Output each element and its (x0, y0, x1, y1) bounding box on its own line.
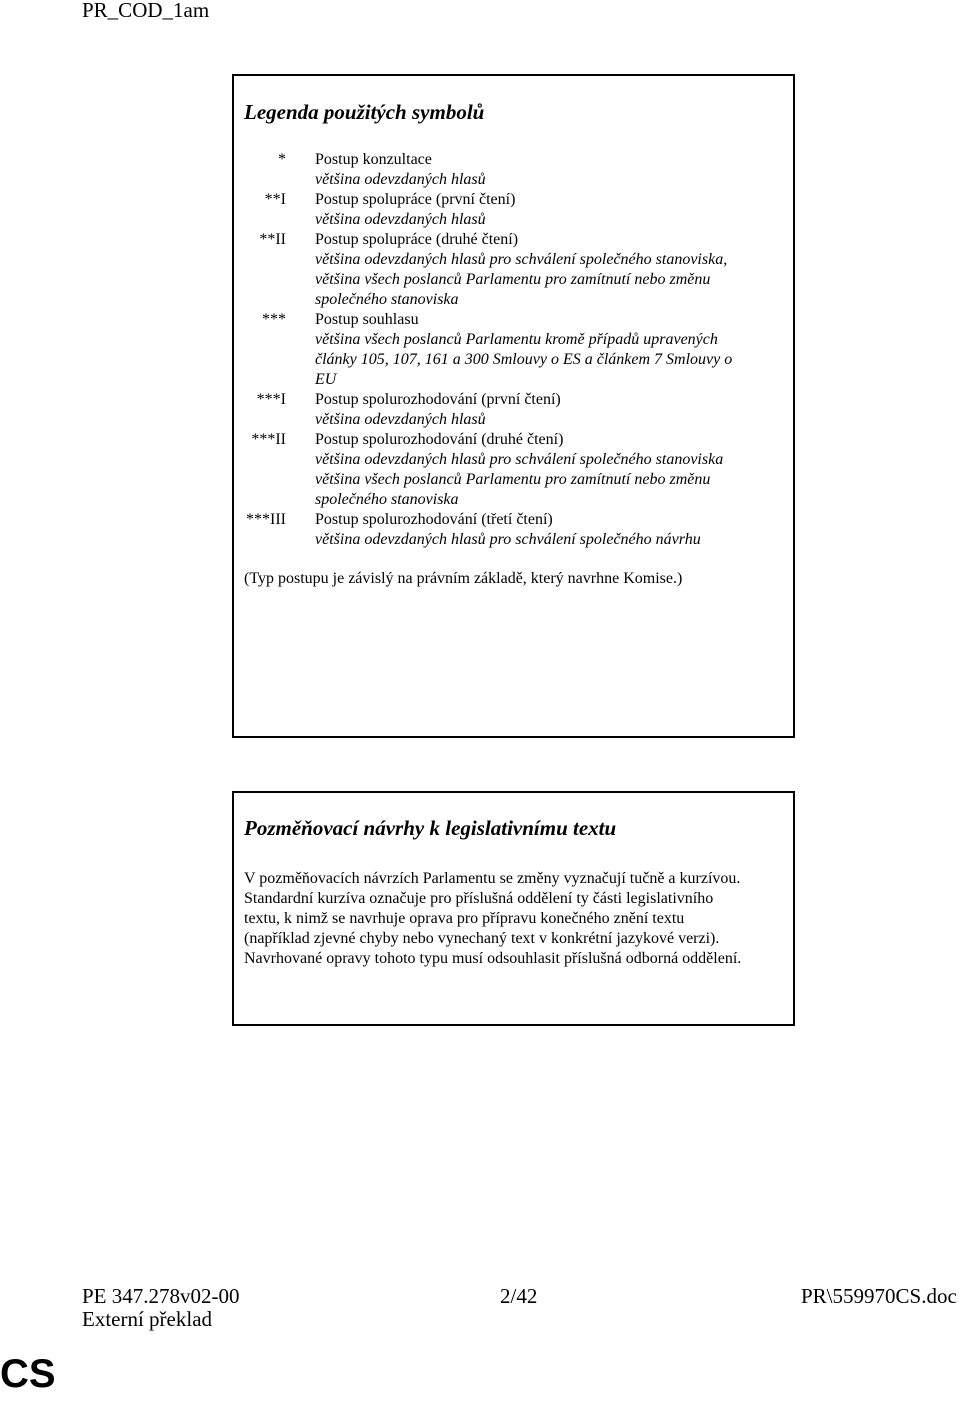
legend-entry-line (234, 370, 793, 390)
legend-entry (234, 390, 793, 430)
amendments-line: Standardní kurzíva označuje pro příslušná oddělení ty části legislativního (244, 890, 714, 907)
procedure-name: Postup spolurozhodování (třetí čtení) (315, 511, 553, 528)
majority-description: články 105, 107, 161 a 300 Smlouvy o ES a článkem 7 Smlouvy o (315, 351, 733, 368)
legend-entry-line (234, 230, 793, 250)
legend-entry-line (234, 510, 793, 530)
legend-list (234, 150, 793, 550)
legend-entry-line (234, 170, 793, 190)
legend-entry-line (234, 290, 793, 310)
legend-entry-line (234, 190, 793, 210)
legend-entry-line (234, 350, 793, 370)
legend-entry-line (234, 210, 793, 230)
majority-description: většina všech poslanců Parlamentu pro zamítnutí nebo změnu (315, 471, 711, 488)
procedure-name: Postup spolurozhodování (první čtení) (315, 391, 561, 408)
procedure-symbol: * (278, 151, 286, 168)
procedure-name: Postup spolupráce (první čtení) (315, 191, 516, 208)
legend-entry (234, 430, 793, 510)
majority-description: většina odevzdaných hlasů (315, 411, 486, 428)
legend-entry-line (234, 330, 793, 350)
legend-entry-line (234, 530, 793, 550)
footer-translation: Externí překlad (82, 1307, 213, 1331)
legend-title: Legenda použitých symbolů (244, 100, 485, 124)
majority-description: většina odevzdaných hlasů (315, 171, 486, 188)
amendments-line: (například zjevné chyby nebo vynechaný text v konkrétní jazykové verzi). (244, 930, 720, 947)
amendments-text (244, 869, 741, 969)
amendments-box (232, 791, 795, 1026)
legend-entry-line (234, 310, 793, 330)
legend-entry-line (234, 490, 793, 510)
amendments-title: Pozměňovací návrhy k legislativnímu textu (244, 816, 617, 840)
procedure-symbol: ***III (246, 511, 286, 528)
procedure-symbol: **II (259, 231, 286, 248)
procedure-name: Postup konzultace (315, 151, 432, 168)
footer-page-number: 2/42 (500, 1284, 538, 1308)
majority-description: většina všech poslanců Parlamentu pro zamítnutí nebo změnu (315, 271, 711, 288)
amendments-line: Navrhované opravy tohoto typu musí odsouhlasit příslušná odborná oddělení. (244, 950, 742, 967)
procedure-symbol: ***I (256, 391, 286, 408)
legend-entry (234, 510, 793, 550)
legend-entry-line (234, 430, 793, 450)
legend-entry-line (234, 270, 793, 290)
majority-description: většina odevzdaných hlasů (315, 211, 486, 228)
amendments-line: V pozměňovacích návrzích Parlamentu se změny vyznačují tučně a kurzívou. (244, 870, 741, 887)
majority-description: EU (315, 371, 337, 388)
amendments-line: textu, k nimž se navrhuje oprava pro přípravu konečného znění textu (244, 910, 685, 927)
legend-entry-line (234, 250, 793, 270)
procedure-name: Postup spolurozhodování (druhé čtení) (315, 431, 564, 448)
legend-entry-line (234, 410, 793, 430)
document-code: PR_COD_1am (82, 0, 210, 22)
procedure-symbol: ***II (251, 431, 286, 448)
language-code: CS (0, 1352, 56, 1396)
procedure-symbol: **I (264, 191, 286, 208)
majority-description: společného stanoviska (315, 291, 459, 308)
legend-entry (234, 150, 793, 190)
legend-note: (Typ postupu je závislý na právním základě, který navrhne Komise.) (244, 570, 683, 587)
legend-box (232, 74, 795, 738)
procedure-name: Postup spolupráce (druhé čtení) (315, 231, 519, 248)
procedure-name: Postup souhlasu (315, 311, 419, 328)
legend-entry-line (234, 390, 793, 410)
majority-description: většina všech poslanců Parlamentu kromě případů upravených (315, 331, 718, 348)
majority-description: společného stanoviska (315, 491, 459, 508)
legend-entry (234, 230, 793, 310)
legend-entry-line (234, 450, 793, 470)
legend-entry-line (234, 150, 793, 170)
majority-description: většina odevzdaných hlasů pro schválení společného stanoviska, (315, 251, 728, 268)
procedure-symbol: *** (262, 311, 286, 328)
legend-entry (234, 190, 793, 230)
footer-document-name: PR\559970CS.doc (801, 1284, 957, 1308)
majority-description: většina odevzdaných hlasů pro schválení společného návrhu (315, 531, 701, 548)
legend-entry (234, 310, 793, 390)
majority-description: většina odevzdaných hlasů pro schválení společného stanoviska (315, 451, 724, 468)
legend-entry-line (234, 470, 793, 490)
footer-reference: PE 347.278v02-00 (82, 1284, 240, 1308)
